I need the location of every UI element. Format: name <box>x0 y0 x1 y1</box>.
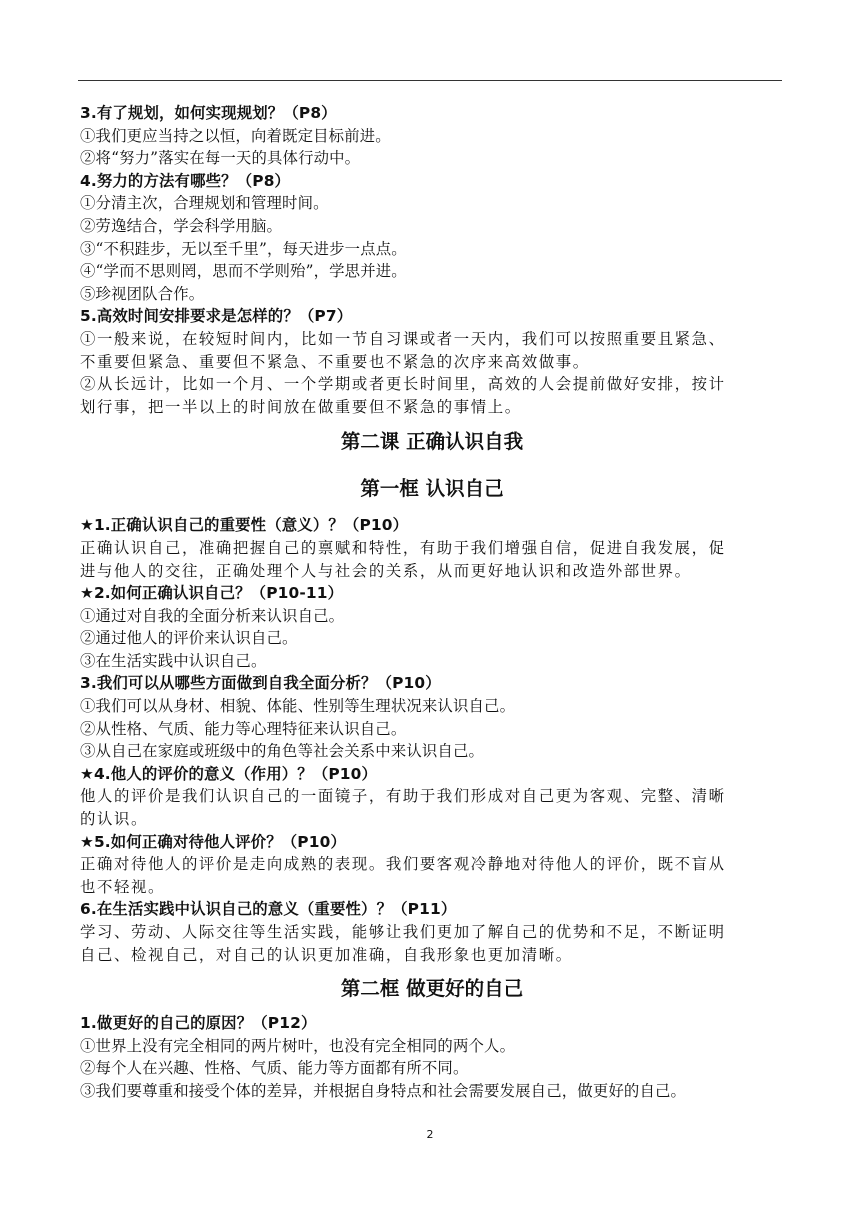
question-title: 3.有了规划，如何实现规划？（P8） <box>80 104 337 122</box>
question-title: ★4.他人的评价的意义（作用）？（P10） <box>80 764 378 783</box>
answer-line: ②从性格、气质、能力等心理特征来认识自己。 <box>80 719 407 738</box>
answer-line: ③从自己在家庭或班级中的角色等社会关系中来认识自己。 <box>80 742 485 761</box>
answer-line: ③在生活实践中认识自己。 <box>80 651 267 670</box>
answer-line: 自己、检视自己，对自己的认识更加准确，自我形象也更加清晰。 <box>80 945 573 964</box>
answer-line: ③我们要尊重和接受个体的差异，并根据自身特点和社会需要发展自己，做更好的自己。 <box>80 1081 687 1100</box>
answer-line: ①世界上没有完全相同的两片树叶，也没有完全相同的两个人。 <box>80 1036 516 1055</box>
answer-line: 也不轻视。 <box>80 877 165 896</box>
lesson-title: 第二课 正确认识自我 <box>340 430 524 454</box>
page-number: 2 <box>426 1128 434 1141</box>
answer-line: ②每个人在兴趣、性格、气质、能力等方面都有所不同。 <box>80 1059 469 1078</box>
answer-line: 正确对待他人的评价是走向成熟的表现。我们要客观冷静地对待他人的评价，既不盲从 <box>80 855 726 874</box>
answer-line: ①分清主次，合理规划和管理时间。 <box>80 194 329 213</box>
question-title: 3.我们可以从哪些方面做到自我全面分析？（P10） <box>80 674 441 693</box>
answer-line: 学习、劳动、人际交往等生活实践，能够让我们更加了解自己的优势和不足，不断证明 <box>80 923 726 941</box>
question-title: ★2.如何正确认识自己？（P10-11） <box>80 584 344 603</box>
answer-line: ⑤珍视团队合作。 <box>80 284 205 303</box>
answer-line: ②通过他人的评价来认识自己。 <box>80 629 298 648</box>
frame-title: 第二框 做更好的自己 <box>340 977 524 1001</box>
answer-line: ①我们更应当持之以恒，向着既定目标前进。 <box>80 126 391 145</box>
answer-line: ③“不积跬步，无以至千里”，每天进步一点点。 <box>80 239 407 258</box>
answer-line: ④“学而不思则罔，思而不学则殆”，学思并进。 <box>80 262 407 281</box>
answer-line: ①通过对自我的全面分析来认识自己。 <box>80 606 345 625</box>
answer-line: ①我们可以从身材、相貌、体能、性别等生理状况来认识自己。 <box>80 697 516 716</box>
answer-line: 的认识。 <box>80 810 148 829</box>
question-title: 1.做更好的自己的原因？（P12） <box>80 1014 317 1033</box>
answer-line: ①一般来说，在较短时间内，比如一节自习课或者一天内，我们可以按照重要且紧急、 <box>80 329 726 348</box>
answer-line: ②将“努力”落实在每一天的具体行动中。 <box>80 149 361 168</box>
answer-line: 正确认识自己，准确把握自己的禀赋和特性，有助于我们增强自信，促进自我发展，促 <box>80 538 726 557</box>
question-title: ★1.正确认识自己的重要性（意义）？（P10） <box>80 516 409 535</box>
document-body <box>80 102 784 1103</box>
answer-line: 划行事，把一半以上的时间放在做重要但不紧急的事情上。 <box>80 397 522 416</box>
answer-line: 进与他人的交往，正确处理个人与社会的关系，从而更好地认识和改造外部世界。 <box>80 561 692 580</box>
answer-line: 不重要但紧急、重要但不紧急、不重要也不紧急的次序来高效做事。 <box>80 352 590 371</box>
question-title: ★5.如何正确对待他人评价？（P10） <box>80 832 346 851</box>
answer-line: 他人的评价是我们认识自己的一面镜子，有助于我们形成对自己更为客观、完整、清晰 <box>80 787 726 806</box>
question-title: 4.努力的方法有哪些？（P8） <box>80 171 291 190</box>
answer-line: ②劳逸结合，学会科学用脑。 <box>80 216 283 235</box>
answer-line: ②从长远计，比如一个月、一个学期或者更长时间里，高效的人会提前做好安排，按计 <box>80 375 726 394</box>
question-title: 5.高效时间安排要求是怎样的？（P7） <box>80 307 353 326</box>
question-title: 6.在生活实践中认识自己的意义（重要性）？（P11） <box>80 900 457 919</box>
header-rule <box>78 80 782 81</box>
frame-title: 第一框 认识自己 <box>360 477 504 501</box>
